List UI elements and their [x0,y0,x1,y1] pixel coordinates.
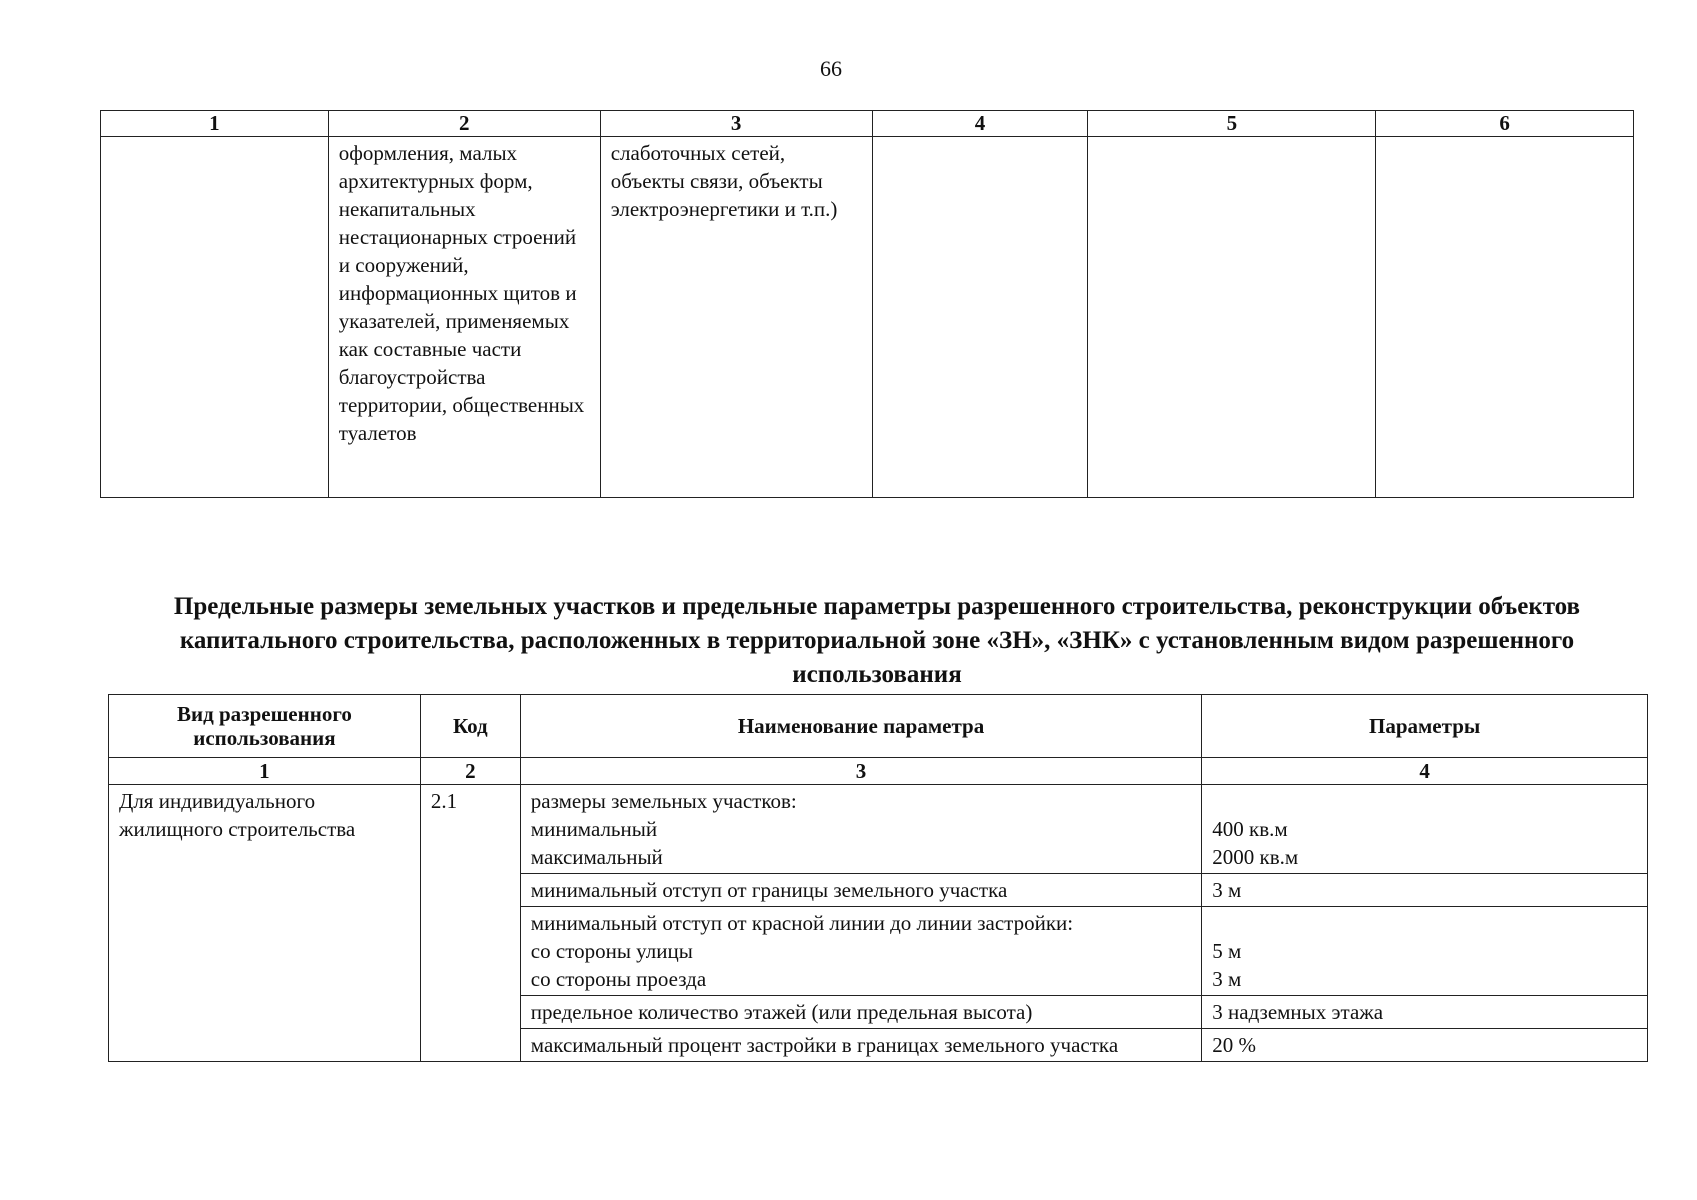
section-title: Предельные размеры земельных участков и предельные параметры разрешенного строительства, реконструкции объектов капитального строительства, расположенных в территориальной зоне «ЗН», «ЗНК» с установленным видом разрешенного использования [173,593,1581,688]
param-name-cell [520,1029,1201,1062]
column-header: 3 [600,111,872,137]
param-value-cell [1202,907,1648,996]
param-value-line: 3 надземных этажа [1212,1000,1384,1024]
cell-text [1088,137,1375,141]
table-cell [872,137,1088,498]
table-cell [1376,137,1634,498]
column-header: 1 [101,111,329,137]
column-number: 1 [109,758,421,785]
cell-text: слаботочных сетей, объекты связи, объекты электроэнергетики и т.п.) [610,141,838,221]
param-value-line: 5 м [1212,939,1242,963]
column-header: 5 [1088,111,1376,137]
use-type-cell [109,785,421,1062]
table-row [109,785,1648,874]
column-header: Код [420,695,520,758]
page-number: 66 [820,56,842,81]
param-value-line: 400 кв.м [1212,817,1288,841]
param-value-cell [1202,1029,1648,1062]
param-name-cell [520,996,1201,1029]
column-number-row [109,758,1648,785]
column-header: Наименование параметра [520,695,1201,758]
param-name-line: со стороны улицы [530,939,693,963]
param-name-line: предельное количество этажей (или предельная высота) [530,1000,1033,1024]
param-name-line: минимальный отступ от границы земельного участка [530,878,1008,902]
column-header: Параметры [1202,695,1648,758]
table-cell [1088,137,1376,498]
table-row [101,137,1634,498]
param-name-line: максимальный [530,845,663,869]
param-value-line: 2000 кв.м [1212,845,1299,869]
param-name-cell [520,785,1201,874]
cell-text [101,137,328,141]
param-name-cell [520,874,1201,907]
use-type-text: Для индивидуального жилищного строительства [119,789,356,841]
cell-text: оформления, малых архитектурных форм, некапитальных нестационарных строений и сооружений, информационных щитов и указателей, применяемых как составные части благоустройства территории, общественных туалетов [338,141,585,445]
param-name-line: размеры земельных участков: [530,789,797,813]
cell-text [873,137,1088,141]
column-header: 2 [328,111,600,137]
param-value-cell [1202,785,1648,874]
table-header-row [101,111,1634,137]
parameters-table [108,694,1648,1062]
continuation-table [100,110,1634,498]
param-value-cell [1202,996,1648,1029]
param-value-line: 3 м [1212,878,1242,902]
column-header: 6 [1376,111,1634,137]
param-name-line: минимальный отступ от красной линии до линии застройки: [530,911,1074,935]
code-text: 2.1 [430,789,458,813]
code-cell [420,785,520,1062]
param-value-line: 3 м [1212,967,1242,991]
table-header-row [109,695,1648,758]
param-name-line: максимальный процент застройки в границах земельного участка [530,1033,1119,1057]
param-value-line: 20 % [1212,1033,1257,1057]
column-header: 4 [872,111,1088,137]
cell-text [1376,137,1633,141]
column-number: 2 [420,758,520,785]
param-name-cell [520,907,1201,996]
column-number: 4 [1202,758,1648,785]
param-value-cell [1202,874,1648,907]
param-name-line: минимальный [530,817,658,841]
column-header: Вид разрешенного использования [109,695,421,758]
column-number: 3 [520,758,1201,785]
table-cell [600,137,872,498]
param-name-line: со стороны проезда [530,967,707,991]
table-cell [101,137,329,498]
table-cell [328,137,600,498]
